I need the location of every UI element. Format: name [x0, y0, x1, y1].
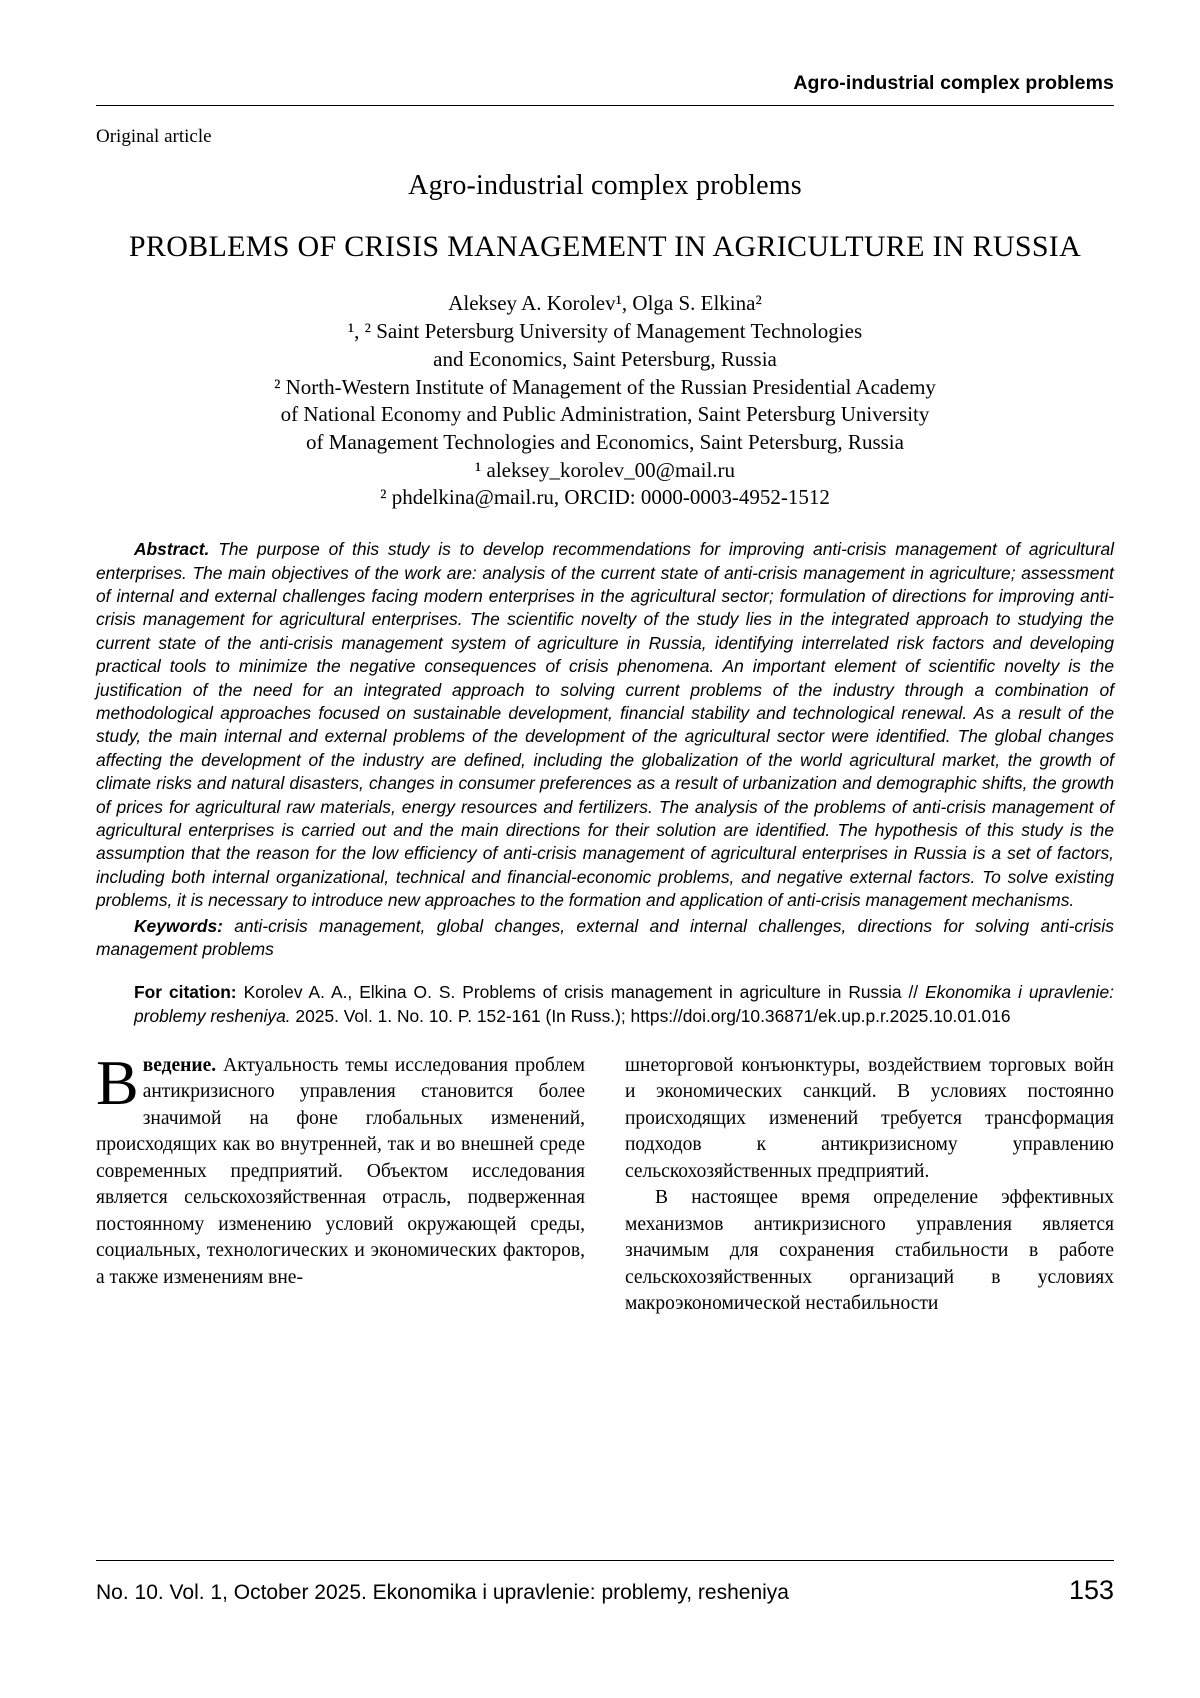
footer-journal-info: No. 10. Vol. 1, October 2025. Ekonomika i upravlenie: problemy, resheniya	[96, 1581, 789, 1604]
keywords-label: Keywords:	[134, 915, 223, 936]
author-email-1: ¹ aleksey_korolev_00@mail.ru	[474, 457, 736, 482]
body-column-right	[625, 1053, 1114, 1318]
citation-label: For citation:	[134, 982, 237, 1003]
affiliation-line-2: and Economics, Saint Petersburg, Russia	[433, 346, 777, 371]
page-title: PROBLEMS OF CRISIS MANAGEMENT IN AGRICULTURE IN RUSSIA	[128, 230, 1082, 263]
page-number: 153	[1068, 1575, 1114, 1605]
body-paragraph-right-2: В настоящее время определение эффективных механизмов антикризисного управления является значимым для сохранения стабильности в работе сельскохозяйственных организаций в условиях макроэкономической нестабильности	[625, 1187, 1114, 1315]
article-type-label: Original article	[96, 126, 212, 147]
keywords-text: anti-crisis management, global changes, external and internal challenges, directions for solving anti-crisis management problems	[96, 915, 1114, 960]
abstract-section	[96, 538, 1114, 913]
intro-text: Актуальность темы исследования проблем антикризисного управления становится более значимой на фоне глобальных изменений, происходящих как во внутренней, так и во внешней среде современных предприятий. Объектом исследования является сельскохозяйственная отрасль, подверженная постоянному изменению условий окружающей среды, социальных, технологических и экономических факторов, а также изменениям вне-	[96, 1054, 585, 1288]
page-footer	[96, 1560, 1114, 1606]
body-columns	[96, 1046, 1114, 1318]
affiliation-line-5: of Management Technologies and Economics, Saint Petersburg, Russia	[306, 429, 904, 454]
citation-text-1: Korolev A. A., Elkina O. S. Problems of crisis management in agriculture in Russia //	[243, 982, 926, 1003]
header-rule	[96, 105, 1114, 106]
keywords-section	[96, 915, 1114, 962]
intro-heading: ведение.	[142, 1054, 217, 1076]
abstract-text: The purpose of this study is to develop recommendations for improving anti-crisis management of agricultural enterprises. The main objectives of the work are: analysis of the current state of anti-crisis management in agriculture; assessment of internal and external challenges facing modern enterprises in the agricultural sector; formulation of directions for improving anti-crisis management for agricultural enterprises. The scientific novelty of the study lies in the integrated approach to studying the current state of the anti-crisis management system of agriculture in Russia, identifying interrelated risk factors and developing practical tools to minimize the negative consequences of crisis phenomena. An important element of scientific novelty is the justification of the need for an integrated approach to solving current problems of the industry through a combination of methodological approaches focused on sustainable development, financial stability and technological renewal. As a result of the study, the main internal and external problems of the development of the agricultural sector were identified. The global changes affecting the development of the industry are defined, including the globalization of the world agricultural market, the growth of climate risks and natural disasters, changes in consumer preferences as a result of urbanization and demographic shifts, the growth of prices for agricultural raw materials, energy resources and fertilizers. The analysis of the problems of anti-crisis management of agricultural enterprises is carried out and the main directions for their solution are identified. The hypothesis of this study is the assumption that the reason for the low efficiency of anti-crisis management of agricultural enterprises in Russia is a set of factors, including both internal organizational, technical and financial-economic problems, and negative external factors. To solve existing problems, it is necessary to introduce new approaches to the formation and application of anti-crisis management mechanisms.	[96, 539, 1114, 911]
affiliation-line-3: ² North-Western Institute of Management of the Russian Presidential Academy	[274, 374, 936, 399]
author-email-2: ² phdelkina@mail.ru, ORCID: 0000-0003-4952-1512	[380, 485, 830, 510]
footer-rule	[96, 1560, 1114, 1561]
authors-block	[96, 290, 1114, 512]
affiliation-line-4: of National Economy and Public Administration, Saint Petersburg University	[280, 402, 930, 427]
citation-journal: Ekonomika i upravlenie: problemy resheniya.	[134, 982, 1114, 1027]
drop-cap: В	[96, 1046, 139, 1118]
body-paragraph-right-1: шнеторговой конъюнктуры, воздействием торговых войн и экономических санкций. В условиях постоянно происходящих изменений требуется трансформация подходов к антикризисному управлению сельскохозяйственных предприятий.	[625, 1054, 1114, 1182]
body-column-left	[96, 1046, 585, 1318]
section-title: Agro-industrial complex problems	[408, 170, 802, 201]
affiliation-line-1: ¹, ² Saint Petersburg University of Management Technologies	[347, 319, 863, 344]
body-paragraph-intro	[96, 1046, 585, 1292]
page-content	[96, 0, 1114, 1318]
citation-text-2: 2025. Vol. 1. No. 10. P. 152-161 (In Russ.); https://doi.org/10.36871/ek.up.p.r.2025.10.01.016	[290, 1006, 1011, 1027]
running-head: Agro-industrial complex problems	[793, 72, 1114, 94]
authors-names: Aleksey A. Korolev¹, Olga S. Elkina²	[448, 291, 762, 316]
abstract-label: Abstract.	[134, 539, 210, 560]
citation-section	[134, 981, 1114, 1028]
